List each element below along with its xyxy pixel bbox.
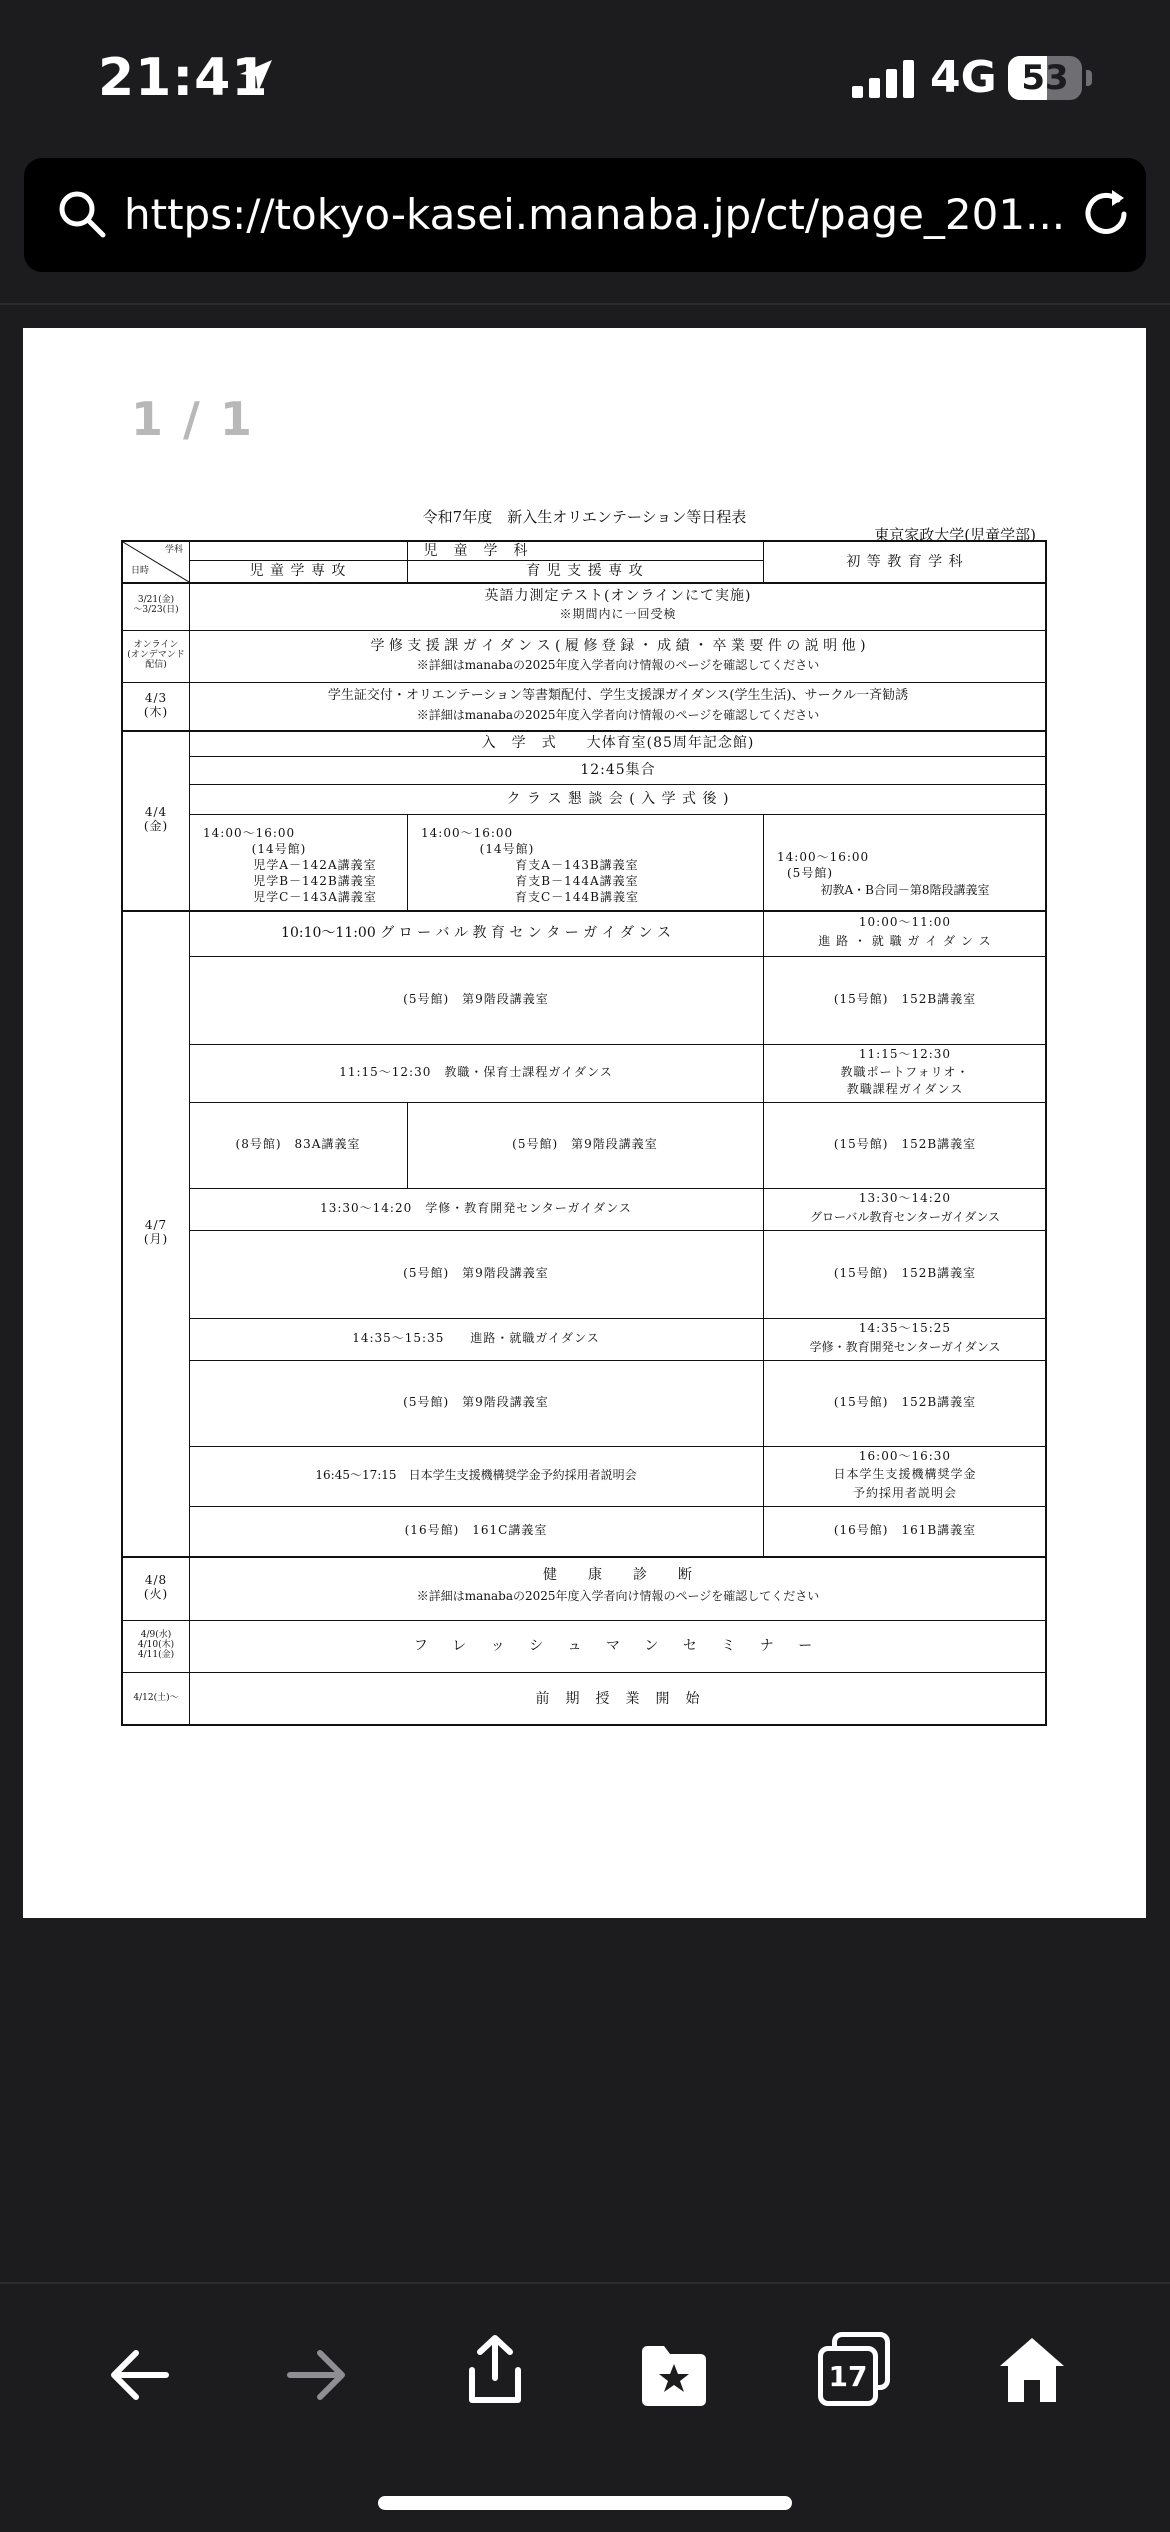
event-entrance-ceremony: 入 学 式 大体育室(85周年記念館) (481, 734, 755, 751)
ikuji-room-b: 育支B－144A講義室 (515, 874, 639, 889)
session2-right-room: (15号館) 152B講義室 (833, 1137, 977, 1152)
location-arrow-icon (236, 56, 276, 96)
session3-left-room: (5号館) 第9階段講義室 (403, 1266, 549, 1281)
grid-line (123, 1556, 1047, 1558)
session5-right-room: (16号館) 161B講義室 (833, 1523, 977, 1538)
tabs-count: 17 (818, 2346, 878, 2406)
share-icon[interactable] (460, 2332, 530, 2406)
date-cell: 3/21(金) ～3/23(日) (133, 595, 179, 615)
jido-room-a: 児学A－142A講義室 (253, 858, 377, 873)
session4-right-room: (15号館) 152B講義室 (833, 1395, 977, 1410)
session5-right-title1: 日本学生支援機構奨学金 (833, 1467, 977, 1482)
header-dept-shoto: 初 等 教 育 学 科 (846, 553, 964, 570)
jido-time: 14:00～16:00 (203, 826, 296, 841)
ikuji-room-a: 育支A－143B講義室 (515, 858, 639, 873)
bookmarks-icon[interactable] (638, 2340, 710, 2410)
grid-line (123, 682, 1047, 683)
session1-right-room: (15号館) 152B講義室 (833, 992, 977, 1007)
status-time: 21:41 (98, 48, 269, 108)
home-indicator[interactable] (378, 2496, 792, 2510)
event-note: ※詳細はmanabaの2025年度入学者向け情報のページを確認してください (416, 658, 820, 673)
back-icon[interactable] (104, 2340, 174, 2410)
session4-left: 14:35～15:35 進路・就職ガイダンス (352, 1331, 600, 1346)
ikuji-time: 14:00～16:00 (421, 826, 514, 841)
grid-line (189, 814, 1047, 815)
event-english-test: 英語力測定テスト(オンラインにて実施) (484, 587, 752, 604)
reload-icon[interactable] (1078, 186, 1134, 242)
shoto-room: 初教A・B合同－第8階段講義室 (820, 883, 990, 898)
session1-left: 10:10～11:00 グ ロ ー バ ル 教 育 セ ン タ ー ガ イ ダ ン ス (281, 924, 671, 941)
battery-icon (1008, 56, 1082, 100)
header-corner-date: 日時 (130, 566, 149, 577)
date-cell: 4/8 (火) (143, 1573, 169, 1601)
ikuji-building: (14号館) (479, 842, 535, 857)
divider (0, 303, 1170, 305)
date-cell: 4/3 (木) (143, 691, 169, 719)
shoto-time: 14:00～16:00 (777, 850, 870, 865)
session5-right-title2: 予約採用者説明会 (852, 1486, 957, 1501)
event-study-guidance: 学 修 支 援 課 ガ イ ダ ン ス ( 履 修 登 録 ・ 成 績 ・ 卒 業 要 件 の 説 明 他 ) (370, 637, 866, 654)
session2-room-ikuji: (5号館) 第9階段講義室 (512, 1137, 658, 1152)
battery-level: 53 (1021, 58, 1069, 98)
session5-right-time: 16:00～16:30 (858, 1449, 952, 1464)
shoto-building: (5号館) (787, 866, 833, 881)
session5-left: 16:45～17:15 日本学生支援機構奨学金予約採用者説明会 (315, 1468, 637, 1483)
date-cell: 4/12(土)～ (133, 1693, 179, 1704)
event-note: ※詳細はmanabaの2025年度入学者向け情報のページを確認してください (416, 1589, 820, 1604)
session4-right-time: 14:35～15:25 (858, 1321, 952, 1336)
session2-right-title1: 教職ポートフォリオ・ (840, 1065, 970, 1080)
document-org: 東京家政大学(児童学部) (874, 526, 1036, 544)
date-cell: 4/4 (金) (143, 805, 169, 833)
status-bar (0, 0, 1170, 150)
session2-right-time: 11:15～12:30 (858, 1047, 952, 1062)
jido-building: (14号館) (251, 842, 307, 857)
jido-room-b: 児学B－142B講義室 (253, 874, 377, 889)
event-note: ※期間内に一回受検 (559, 607, 677, 622)
session5-left-room: (16号館) 161C講義室 (404, 1523, 548, 1538)
jido-room-c: 児学C－143A講義室 (253, 890, 377, 905)
battery-tip (1086, 70, 1092, 86)
date-cell: 4/9(水) 4/10(木) 4/11(金) (137, 1630, 175, 1660)
document-title: 令和7年度 新入生オリエンテーション等日程表 (422, 508, 747, 526)
header-dept-jido: 児 童 学 科 (423, 542, 529, 559)
session2-room-jido: (8号館) 83A講義室 (235, 1137, 361, 1152)
event-class-meeting: ク ラ ス 懇 談 会 ( 入 学 式 後 ) (506, 790, 730, 807)
event-id-distribution: 学生証交付・オリエンテーション等書類配付、学生支援課ガイダンス(学生生活)、サークル一斉勧誘 (327, 687, 909, 703)
session2-left: 11:15～12:30 教職・保育士課程ガイダンス (339, 1065, 613, 1080)
address-bar[interactable] (24, 158, 1146, 272)
session4-right-title: 学修・教育開発センターガイダンス (809, 1340, 1001, 1355)
session4-left-room: (5号館) 第9階段講義室 (403, 1395, 549, 1410)
header-major-ikuji: 育 児 支 援 専 攻 (526, 562, 644, 579)
session1-right-time: 10:00～11:00 (858, 915, 952, 930)
session1-right-title: 進 路 ・ 就 職 ガ イ ダ ン ス (818, 934, 992, 949)
session3-right-title: グローバル教育センターガイダンス (809, 1210, 1001, 1225)
header-major-jido: 児 童 学 専 攻 (249, 562, 347, 579)
search-icon (56, 188, 108, 240)
event-classes-start: 前 期 授 業 開 始 (535, 1690, 701, 1707)
grid-line (123, 630, 1047, 631)
forward-icon[interactable] (282, 2340, 352, 2410)
url-text[interactable]: https://tokyo-kasei.manaba.jp/ct/page_201... (124, 190, 1066, 239)
pdf-page[interactable] (23, 328, 1146, 1918)
session2-right-title2: 教職課程ガイダンス (846, 1082, 964, 1097)
signal-icon (852, 60, 916, 98)
header-corner-dept: 学科 (164, 545, 183, 556)
network-type: 4G (930, 52, 997, 103)
tabs-icon[interactable] (818, 2332, 892, 2406)
grid-line (123, 582, 1047, 584)
bottom-toolbar (0, 2282, 1170, 2532)
event-freshman-seminar: フ レ ッ シ ュ マ ン セ ミ ナ ー (413, 1637, 823, 1654)
ikuji-room-c: 育支C－144B講義室 (515, 890, 639, 905)
event-note: ※詳細はmanabaの2025年度入学者向け情報のページを確認してください (416, 708, 820, 723)
session3-right-room: (15号館) 152B講義室 (833, 1266, 977, 1281)
session3-right-time: 13:30～14:20 (858, 1191, 952, 1206)
date-cell: オンライン (オンデマンド 配信) (127, 640, 185, 670)
schedule-table (121, 540, 1047, 1726)
event-gather-time: 12:45集合 (580, 761, 656, 778)
page-indicator: 1 / 1 (131, 392, 254, 446)
event-health-check: 健 康 診 断 (543, 1566, 693, 1583)
session3-left: 13:30～14:20 学修・教育開発センターガイダンス (320, 1201, 632, 1216)
session1-left-room: (5号館) 第9階段講義室 (403, 992, 549, 1007)
date-cell: 4/7 (月) (143, 1218, 169, 1246)
home-icon[interactable] (996, 2334, 1068, 2406)
